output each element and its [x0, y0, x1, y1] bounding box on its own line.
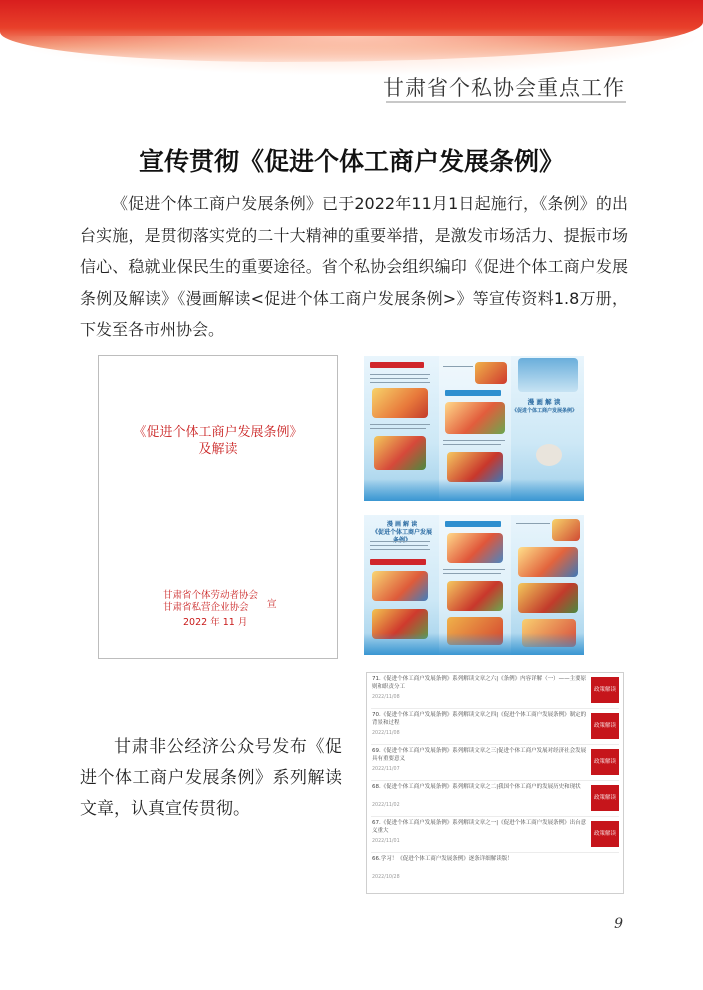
brochure-2-title-text: 漫 画 解 读	[386, 521, 418, 528]
article-date: 2022/10/28	[372, 875, 400, 880]
cartoon-illustration	[372, 388, 428, 418]
article-date: 2022/11/08	[372, 695, 400, 700]
article-item[interactable]	[367, 745, 623, 781]
text-line	[516, 523, 550, 524]
brochure-1-subtitle: 《促进个体工商户发展条例》	[512, 408, 578, 414]
section-header: 甘肃省个私协会重点工作	[383, 76, 625, 100]
brochure-heading-bar	[370, 559, 426, 565]
text-line	[370, 541, 430, 542]
booklet-publisher	[163, 590, 258, 614]
text-line	[370, 428, 426, 429]
brochure-heading-bar	[445, 390, 501, 396]
brochure-1-title	[512, 398, 576, 416]
article-title: 70.《促进个体工商户发展条例》系列解读文章之四|《促进个体工商户发展条例》制定的背景和过程	[372, 712, 587, 726]
article-title: 69.《促进个体工商户发展条例》系列解读文章之三|促进个体工商户发展对经济社会发展具有重要意义	[372, 748, 587, 762]
cartoon-illustration	[445, 402, 505, 434]
intro-paragraph: 《促进个体工商户发展条例》已于2022年11月1日起施行，《条例》的出台实施，是贯彻落实党的二十大精神的重要举措，是激发市场活力、提振市场信心、稳就业保民生的重要途径。省个私协会组织编印《促进个体工商户发展条例及解读》《漫画解读<促进个体工商户发展条例>》等宣传资料1.8万册，下发至各市州协会。	[80, 194, 628, 339]
article-title: 66.学习！《促进个体工商户发展条例》逐条详细解读版！	[372, 856, 513, 862]
cartoon-illustration	[447, 533, 503, 563]
booklet-cover-title	[99, 424, 337, 458]
top-band-glow	[0, 36, 703, 76]
comic-brochure-image-2	[364, 515, 584, 655]
policy-interpretation-badge: 政策解读	[591, 713, 619, 739]
cartoon-illustration	[518, 547, 578, 577]
header-divider	[386, 101, 626, 103]
booklet-publisher-line1: 甘肃省个体劳动者协会	[163, 590, 259, 601]
article-item[interactable]	[367, 673, 623, 709]
policy-interpretation-badge: 政策解读	[591, 749, 619, 775]
article-date: 2022/11/07	[372, 767, 400, 772]
cartoon-illustration	[447, 452, 503, 482]
article-item[interactable]	[367, 853, 623, 889]
text-line	[443, 569, 505, 570]
article-item[interactable]	[367, 781, 623, 817]
article-date: 2022/11/08	[372, 731, 400, 736]
booklet-publisher-line2: 甘肃省私营企业协会	[163, 602, 249, 613]
article-title: 71.《促进个体工商户发展条例》系列解读文章之六|《条例》内容详解（一）——主要原则和职责分工	[372, 676, 587, 690]
text-line	[370, 374, 430, 375]
policy-interpretation-badge: 政策解读	[591, 821, 619, 847]
text-line	[370, 424, 430, 425]
booklet-date: 2022 年 11 月	[183, 617, 248, 628]
article-date: 2022/11/02	[372, 803, 400, 808]
page-number: 9	[614, 916, 623, 932]
cartoon-illustration	[447, 581, 503, 611]
brochure-wave	[364, 479, 584, 501]
cartoon-illustration	[518, 583, 578, 613]
text-line	[370, 545, 428, 546]
text-line	[370, 382, 430, 383]
text-line	[370, 378, 428, 379]
brochure-heading-bar	[370, 362, 424, 368]
text-line	[443, 366, 473, 367]
text-line	[443, 444, 501, 445]
article-item[interactable]	[367, 817, 623, 853]
promo-paragraph: 甘肃非公经济公众号发布《促进个体工商户发展条例》系列解读文章，认真宣传贯彻。	[80, 737, 342, 819]
article-date: 2022/11/01	[372, 839, 400, 844]
article-list-screenshot	[366, 672, 624, 894]
city-buildings-graphic	[518, 358, 578, 392]
text-line	[443, 440, 505, 441]
brochure-2-subtitle: 《促进个体工商户发展	[371, 529, 432, 536]
article-item[interactable]	[367, 709, 623, 745]
policy-interpretation-badge: 政策解读	[591, 785, 619, 811]
text-line	[370, 549, 430, 550]
booklet-cover-image	[98, 355, 338, 659]
booklet-title-line2: 及解读	[198, 442, 238, 457]
article-title: 67.《促进个体工商户发展条例》系列解读文章之一|《促进个体工商户发展条例》出台意义重大	[372, 820, 587, 834]
policy-interpretation-badge: 政策解读	[591, 677, 619, 703]
brochure-heading-bar	[445, 521, 501, 527]
booklet-title-line1: 《促进个体工商户发展条例》	[133, 425, 303, 440]
article-title: 68.《促进个体工商户发展条例》系列解读文章之二|我国个体工商户的发展历史和现状	[372, 784, 581, 790]
booklet-publisher-suffix: 宣	[267, 599, 277, 610]
cartoon-illustration	[374, 436, 426, 470]
cartoon-illustration	[475, 362, 507, 384]
page-title: 宣传贯彻《促进个体工商户发展条例》	[138, 147, 564, 176]
brochure-wave	[364, 633, 584, 655]
brochure-1-title-text: 漫 画 解 读	[527, 398, 561, 406]
text-line	[443, 573, 501, 574]
handshake-graphic	[536, 444, 562, 466]
cartoon-illustration	[372, 571, 428, 601]
comic-brochure-image-1	[364, 356, 584, 501]
cartoon-illustration	[552, 519, 580, 541]
